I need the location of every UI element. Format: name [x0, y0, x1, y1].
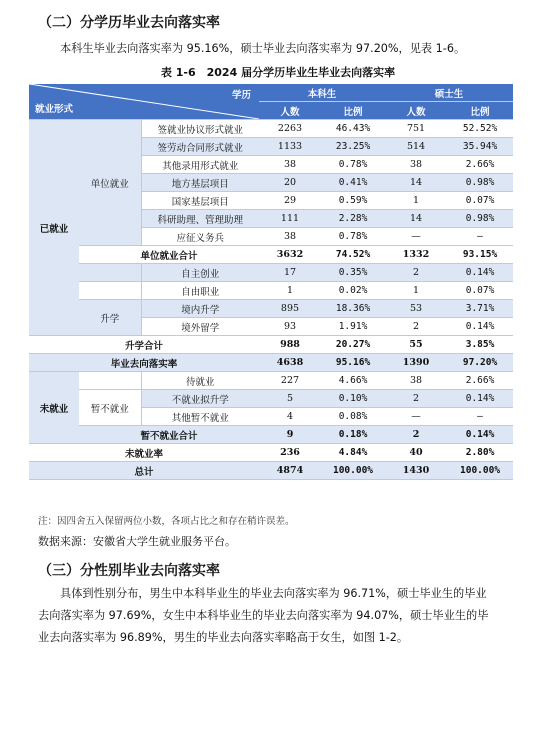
cell-bachelor-count: 38 — [259, 228, 321, 246]
row-label: 境内升学 — [141, 300, 259, 318]
cell-master-ratio: 2.80% — [447, 444, 513, 462]
table-row — [29, 372, 513, 390]
cell-bachelor-ratio: 23.25% — [321, 138, 385, 156]
cell-bachelor-ratio: 0.10% — [321, 390, 385, 408]
cell-bachelor-ratio: 0.35% — [321, 264, 385, 282]
cell-bachelor-ratio: 46.43% — [321, 120, 385, 138]
cell-bachelor-ratio: 0.18% — [321, 426, 385, 444]
row-label: 签就业协议形式就业 — [141, 120, 259, 138]
cell-master-count: 38 — [385, 372, 447, 390]
cell-master-ratio: 0.07% — [447, 192, 513, 210]
cell-master-count: 1 — [385, 192, 447, 210]
cell-master-count: 2 — [385, 264, 447, 282]
cell-bachelor-count: 4874 — [259, 462, 321, 480]
cell-bachelor-ratio: 95.16% — [321, 354, 385, 372]
cell-master-ratio: 0.14% — [447, 318, 513, 336]
subtotal-row — [29, 336, 513, 354]
section-heading-by-gender: （三）分性别毕业去向落实率 — [38, 563, 220, 579]
cell-bachelor-count: 38 — [259, 156, 321, 174]
cell-master-count: 40 — [385, 444, 447, 462]
row-label: 其他暂不就业 — [141, 408, 259, 426]
gender-paragraph-line-3: 业去向落实率为 96.89%，男生的毕业去向落实率略高于女生，如图 1-2。 — [38, 631, 409, 644]
header-employment-form-label: 就业形式 — [35, 104, 74, 115]
row-label: 单位就业合计 — [79, 246, 259, 264]
table-row — [29, 300, 513, 318]
cell-master-count: 53 — [385, 300, 447, 318]
table-row — [29, 264, 513, 282]
cell-master-ratio: 52.52% — [447, 120, 513, 138]
blank-cell — [79, 282, 141, 300]
table-row — [29, 282, 513, 300]
header-bachelor-ratio: 比例 — [321, 102, 385, 120]
cell-master-count: 2 — [385, 390, 447, 408]
row-label: 其他录用形式就业 — [141, 156, 259, 174]
row-label: 应征义务兵 — [141, 228, 259, 246]
header-bachelor: 本科生 — [259, 84, 385, 102]
cell-bachelor-ratio: 4.84% — [321, 444, 385, 462]
cell-bachelor-count: 93 — [259, 318, 321, 336]
grand-total-row — [29, 462, 513, 480]
row-label: 毕业去向落实率 — [29, 354, 259, 372]
cell-master-ratio: 3.85% — [447, 336, 513, 354]
cell-master-count: 55 — [385, 336, 447, 354]
cell-master-ratio: 0.14% — [447, 264, 513, 282]
cell-master-ratio: 3.71% — [447, 300, 513, 318]
cell-master-count: 14 — [385, 174, 447, 192]
cell-master-ratio: 2.66% — [447, 372, 513, 390]
cell-bachelor-count: 111 — [259, 210, 321, 228]
cell-master-count: — — [385, 408, 447, 426]
row-label: 不就业拟升学 — [141, 390, 259, 408]
gender-paragraph-line-1: 具体到性别分布，男生中本科毕业生的毕业去向落实率为 96.71%，硕士毕业生的毕业 — [60, 587, 487, 600]
data-source: 数据来源：安徽省大学生就业服务平台。 — [38, 535, 236, 548]
cell-master-ratio: 0.98% — [447, 174, 513, 192]
cell-bachelor-count: 4638 — [259, 354, 321, 372]
cell-bachelor-count: 1133 — [259, 138, 321, 156]
subgroup-unit-employment: 单位就业 — [79, 120, 141, 246]
table-row — [29, 120, 513, 138]
cell-master-ratio: 0.07% — [447, 282, 513, 300]
cell-master-ratio: — — [447, 408, 513, 426]
cell-bachelor-count: 5 — [259, 390, 321, 408]
cell-bachelor-ratio: 18.36% — [321, 300, 385, 318]
cell-master-ratio: 97.20% — [447, 354, 513, 372]
cell-bachelor-ratio: 74.52% — [321, 246, 385, 264]
cell-bachelor-ratio: 0.59% — [321, 192, 385, 210]
cell-master-ratio: 35.94% — [447, 138, 513, 156]
cell-master-count: — — [385, 228, 447, 246]
cell-master-count: 514 — [385, 138, 447, 156]
cell-master-count: 14 — [385, 210, 447, 228]
cell-master-ratio: 0.14% — [447, 390, 513, 408]
cell-master-count: 1430 — [385, 462, 447, 480]
cell-master-ratio: 100.00% — [447, 462, 513, 480]
header-master-ratio: 比例 — [447, 102, 513, 120]
table-caption: 表 1-6 2024 届分学历毕业生毕业去向落实率 — [160, 66, 396, 79]
row-label: 自主创业 — [141, 264, 259, 282]
header-education-label: 学历 — [231, 90, 251, 101]
cell-bachelor-ratio: 100.00% — [321, 462, 385, 480]
row-label: 自由职业 — [141, 282, 259, 300]
cell-bachelor-count: 4 — [259, 408, 321, 426]
cell-bachelor-count: 17 — [259, 264, 321, 282]
cell-bachelor-ratio: 1.91% — [321, 318, 385, 336]
unemployment-rate-row — [29, 444, 513, 462]
cell-bachelor-ratio: 0.41% — [321, 174, 385, 192]
cell-master-count: 1390 — [385, 354, 447, 372]
cell-master-count: 2 — [385, 318, 447, 336]
header-bachelor-count: 人数 — [259, 102, 321, 120]
group-unemployed: 未就业 — [29, 372, 79, 444]
cell-bachelor-count: 9 — [259, 426, 321, 444]
cell-master-ratio: 2.66% — [447, 156, 513, 174]
cell-master-ratio: — — [447, 228, 513, 246]
row-label: 境外留学 — [141, 318, 259, 336]
cell-master-count: 38 — [385, 156, 447, 174]
row-label: 科研助理、管理助理 — [141, 210, 259, 228]
cell-bachelor-ratio: 0.02% — [321, 282, 385, 300]
section-heading-by-degree: （二）分学历毕业去向落实率 — [38, 15, 220, 31]
cell-bachelor-count: 2263 — [259, 120, 321, 138]
cell-bachelor-ratio: 0.78% — [321, 156, 385, 174]
cell-master-count: 751 — [385, 120, 447, 138]
cell-bachelor-count: 227 — [259, 372, 321, 390]
gender-paragraph-line-2: 去向落实率为 97.69%，女生中本科毕业生的毕业去向落实率为 94.07%，硕士毕业生的毕 — [38, 609, 489, 622]
cell-bachelor-count: 29 — [259, 192, 321, 210]
row-label: 总计 — [29, 462, 259, 480]
cell-master-ratio: 0.98% — [447, 210, 513, 228]
row-label: 暂不就业合计 — [79, 426, 259, 444]
subgroup-not-employed: 暂不就业 — [79, 390, 141, 426]
header-master-count: 人数 — [385, 102, 447, 120]
cell-master-ratio: 0.14% — [447, 426, 513, 444]
cell-master-count: 1332 — [385, 246, 447, 264]
subgroup-further-study: 升学 — [79, 300, 141, 336]
subtotal-row — [29, 246, 513, 264]
group-employed: 已就业 — [29, 120, 79, 336]
cell-master-count: 1 — [385, 282, 447, 300]
cell-bachelor-ratio: 2.28% — [321, 210, 385, 228]
header-diagonal-cell — [29, 84, 259, 120]
row-label: 地方基层项目 — [141, 174, 259, 192]
cell-bachelor-count: 988 — [259, 336, 321, 354]
cell-bachelor-ratio: 4.66% — [321, 372, 385, 390]
cell-bachelor-count: 3632 — [259, 246, 321, 264]
cell-bachelor-count: 895 — [259, 300, 321, 318]
header-master: 硕士生 — [385, 84, 513, 102]
cell-bachelor-count: 20 — [259, 174, 321, 192]
cell-bachelor-ratio: 20.27% — [321, 336, 385, 354]
cell-bachelor-ratio: 0.78% — [321, 228, 385, 246]
employment-rate-table — [29, 84, 513, 480]
intro-paragraph: 本科生毕业去向落实率为 95.16%，硕士毕业去向落实率为 97.20%，见表 1-6。 — [60, 42, 466, 55]
table-row — [29, 390, 513, 408]
cell-bachelor-count: 1 — [259, 282, 321, 300]
cell-master-ratio: 93.15% — [447, 246, 513, 264]
row-label: 升学合计 — [29, 336, 259, 354]
cell-master-count: 2 — [385, 426, 447, 444]
blank-cell — [79, 372, 141, 390]
subtotal-row — [29, 426, 513, 444]
table-note: 注：因四舍五入保留两位小数，各项占比之和存在稍许误差。 — [38, 516, 295, 527]
row-label: 签劳动合同形式就业 — [141, 138, 259, 156]
cell-bachelor-ratio: 0.08% — [321, 408, 385, 426]
blank-cell — [79, 264, 141, 282]
cell-bachelor-count: 236 — [259, 444, 321, 462]
row-label: 待就业 — [141, 372, 259, 390]
row-label: 未就业率 — [29, 444, 259, 462]
row-label: 国家基层项目 — [141, 192, 259, 210]
total-placement-row — [29, 354, 513, 372]
